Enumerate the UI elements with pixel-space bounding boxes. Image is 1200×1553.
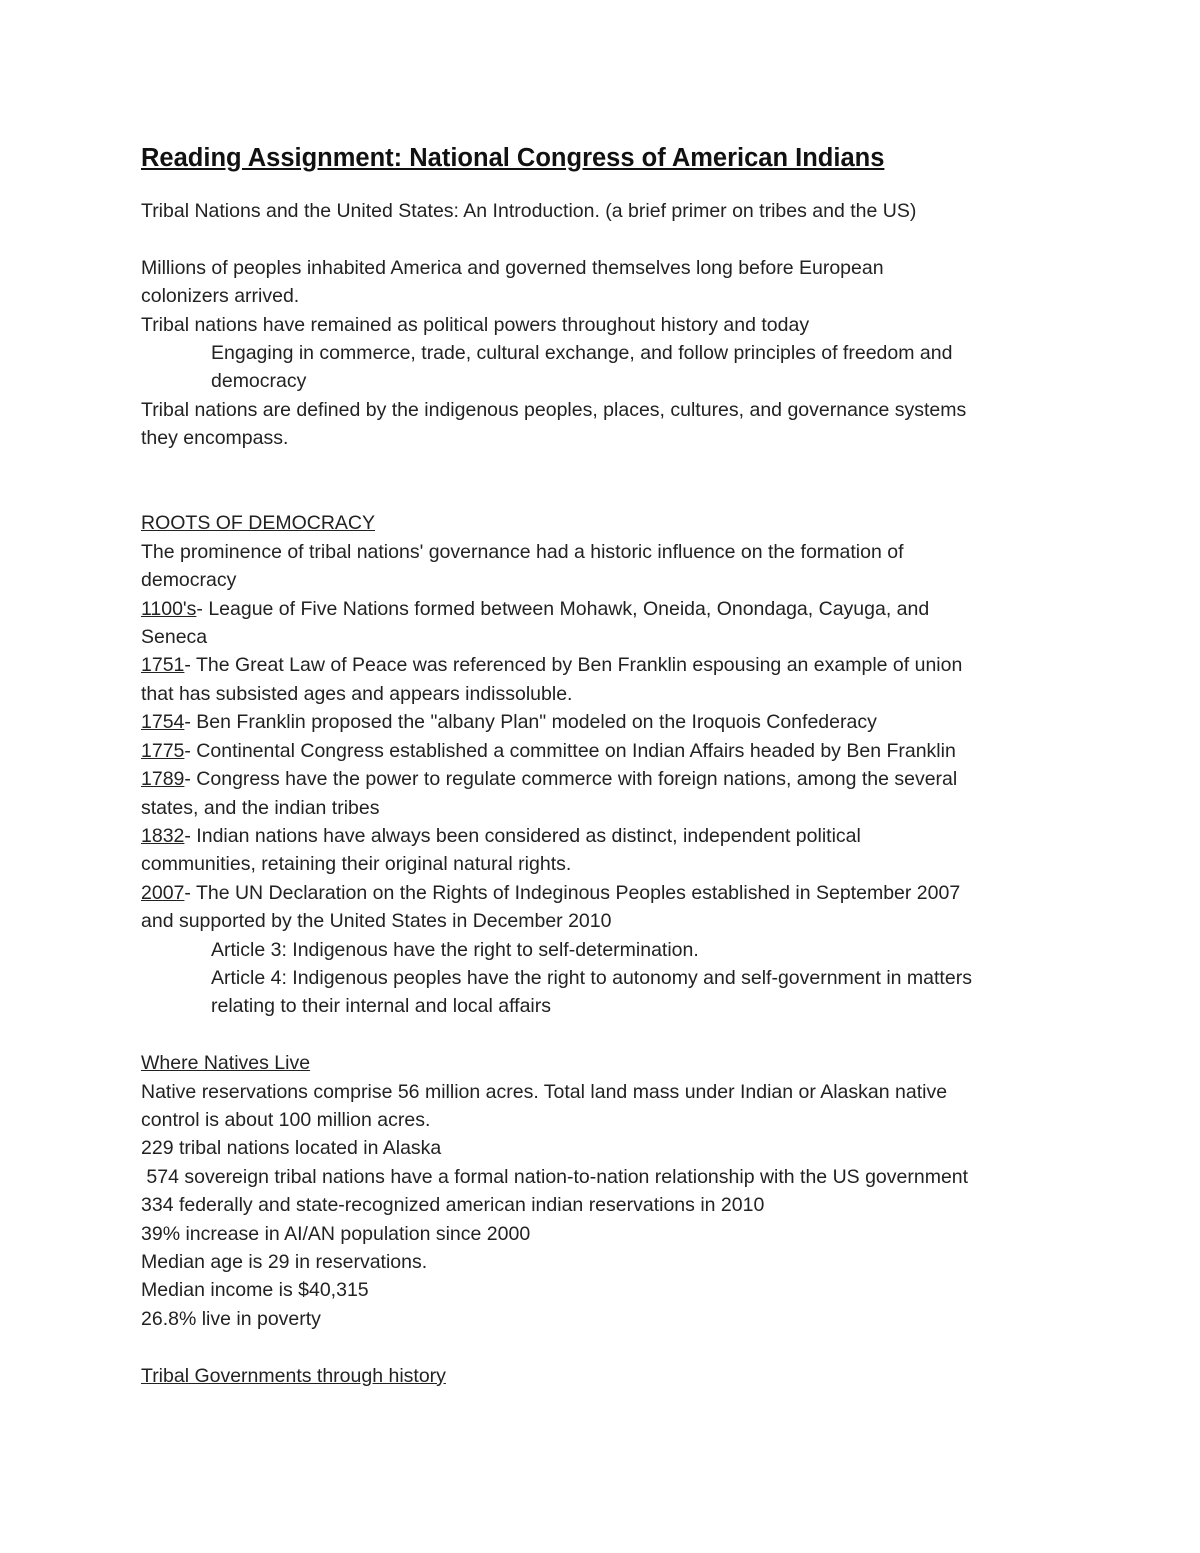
timeline-text: - The Great Law of Peace was referenced by Ben Franklin espousing an example of union bbox=[184, 654, 963, 677]
spacer bbox=[141, 453, 1071, 510]
intro-line: Tribal nations have remained as political powers throughout history and today bbox=[141, 313, 810, 336]
intro-line: they encompass. bbox=[141, 427, 289, 450]
timeline-entry-1789 bbox=[141, 765, 1071, 793]
natives-line: control is about 100 million acres. bbox=[141, 1108, 431, 1131]
natives-line: 26.8% live in poverty bbox=[141, 1307, 321, 1330]
document-page bbox=[141, 139, 1071, 1390]
timeline-text: - League of Five Nations formed between Mohawk, Oneida, Onondaga, Cayuga, and bbox=[196, 597, 930, 620]
section-heading-roots: ROOTS OF DEMOCRACY bbox=[141, 512, 376, 535]
timeline-entry-1832 bbox=[141, 822, 1071, 850]
timeline-text: - Congress have the power to regulate commerce with foreign nations, among the several bbox=[184, 768, 958, 791]
spacer bbox=[141, 1333, 1071, 1361]
timeline-year: 1789 bbox=[141, 768, 185, 791]
natives-line: Median income is $40,315 bbox=[141, 1279, 369, 1302]
timeline-entry-continued: and supported by the United States in December 2010 bbox=[141, 910, 612, 933]
timeline-text: - Indian nations have always been considered as distinct, independent political bbox=[184, 824, 861, 847]
intro-line: Tribal nations are defined by the indigenous peoples, places, cultures, and governance systems bbox=[141, 398, 967, 421]
intro-line: colonizers arrived. bbox=[141, 285, 300, 308]
timeline-text: - The UN Declaration on the Rights of Indeginous Peoples established in September 2007 bbox=[184, 881, 961, 904]
document-subtitle: Tribal Nations and the United States: An Introduction. (a brief primer on tribes and the US) bbox=[141, 200, 917, 222]
intro-line: Millions of peoples inhabited America and governed themselves long before European bbox=[141, 256, 884, 279]
article-line: Article 4: Indigenous peoples have the right to autonomy and self-government in matters bbox=[211, 966, 972, 989]
timeline-text: - Continental Congress established a committee on Indian Affairs headed by Ben Franklin bbox=[184, 739, 956, 762]
document-title: Reading Assignment: National Congress of American Indians bbox=[141, 144, 885, 172]
roots-section bbox=[141, 509, 1071, 1020]
section-heading-governments: Tribal Governments through history bbox=[141, 1364, 446, 1387]
timeline-entry-1751 bbox=[141, 651, 1071, 679]
intro-line-indented: Engaging in commerce, trade, cultural exchange, and follow principles of freedom and bbox=[211, 342, 953, 365]
timeline-year: 1832 bbox=[141, 824, 185, 847]
timeline-entry-continued: communities, retaining their original natural rights. bbox=[141, 853, 572, 876]
timeline-entry-1754 bbox=[141, 708, 1071, 736]
timeline-entry-continued: states, and the indian tribes bbox=[141, 796, 380, 819]
timeline-entry-1100 bbox=[141, 595, 1071, 623]
timeline-year: 1754 bbox=[141, 711, 185, 734]
spacer bbox=[141, 1021, 1071, 1049]
natives-section bbox=[141, 1049, 1071, 1333]
natives-line: Native reservations comprise 56 million acres. Total land mass under Indian or Alaskan native bbox=[141, 1080, 948, 1103]
timeline-year: 2007 bbox=[141, 881, 185, 904]
intro-line-indented: democracy bbox=[211, 370, 307, 393]
article-line: relating to their internal and local affairs bbox=[211, 995, 552, 1018]
natives-line: 574 sovereign tribal nations have a formal nation-to-nation relationship with the US government bbox=[141, 1165, 969, 1188]
timeline-entry-continued: that has subsisted ages and appears indissoluble. bbox=[141, 682, 573, 705]
spacer bbox=[141, 225, 1071, 253]
roots-intro-line: democracy bbox=[141, 569, 237, 592]
roots-intro-line: The prominence of tribal nations' governance had a historic influence on the formation of bbox=[141, 540, 904, 563]
natives-line: Median age is 29 in reservations. bbox=[141, 1250, 428, 1273]
timeline-year: 1775 bbox=[141, 739, 185, 762]
natives-line: 229 tribal nations located in Alaska bbox=[141, 1137, 442, 1160]
timeline-entry-continued: Seneca bbox=[141, 626, 208, 649]
timeline-entry-2007 bbox=[141, 879, 1071, 907]
intro-section bbox=[141, 254, 1071, 453]
governments-section bbox=[141, 1362, 1071, 1390]
natives-line: 39% increase in AI/AN population since 2000 bbox=[141, 1222, 531, 1245]
timeline-year: 1751 bbox=[141, 654, 185, 677]
article-line: Article 3: Indigenous have the right to self-determination. bbox=[211, 938, 699, 961]
section-heading-natives: Where Natives Live bbox=[141, 1052, 311, 1075]
timeline-year: 1100's bbox=[141, 597, 197, 620]
natives-line: 334 federally and state-recognized american indian reservations in 2010 bbox=[141, 1194, 765, 1217]
timeline-entry-1775 bbox=[141, 737, 1071, 765]
timeline-text: - Ben Franklin proposed the "albany Plan" modeled on the Iroquois Confederacy bbox=[184, 711, 877, 734]
